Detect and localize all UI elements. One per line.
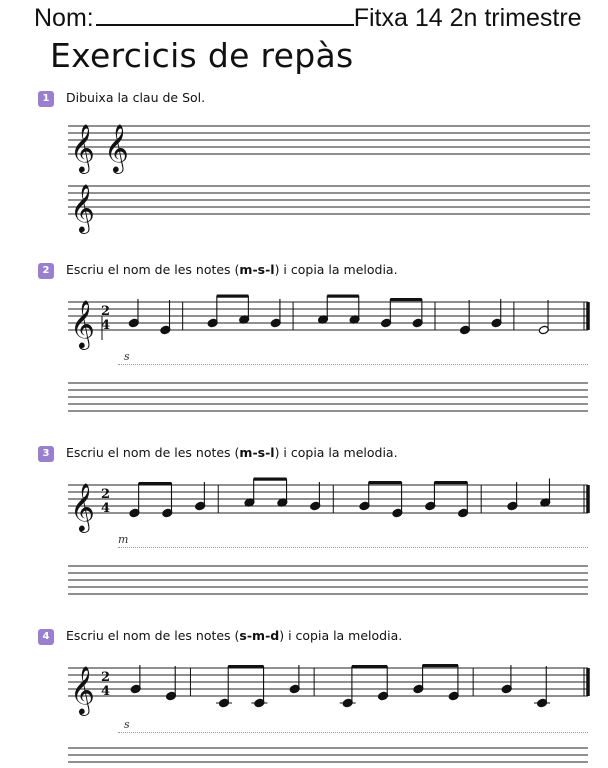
treble-clef: 𝄞 — [70, 482, 95, 531]
time-signature-bottom: 4 — [101, 684, 111, 699]
exercise-text-after: ) i copia la melodia. — [274, 445, 398, 460]
beam — [423, 664, 458, 667]
exercise-notes: m-s-l — [239, 445, 275, 460]
time-signature-top: 2 — [101, 487, 111, 502]
exercise-notes: s-m-d — [239, 628, 280, 643]
answer-hint-2: s — [124, 350, 130, 363]
answer-hint-4: s — [124, 718, 130, 731]
beam — [139, 482, 172, 485]
exercise-text: Escriu el nom de les notes ( — [66, 445, 240, 460]
exercise-number: 1 — [38, 91, 54, 107]
beam — [352, 665, 387, 668]
treble-clef: 𝄞 — [70, 665, 95, 714]
exercise-number: 3 — [38, 446, 54, 462]
treble-clef: 𝄞 — [70, 183, 95, 232]
treble-clef: 𝄞 — [70, 299, 95, 348]
exercise-notes: m-s-l — [239, 262, 275, 277]
beam — [390, 298, 422, 301]
treble-clef: 𝄞 — [70, 123, 95, 172]
treble-clef-drawn: 𝄞 — [104, 123, 129, 172]
page-title: Exercicis de repàs — [50, 36, 354, 75]
beam — [327, 295, 359, 298]
exercise-text: Escriu el nom de les notes ( — [66, 262, 240, 277]
name-label: Nom: — [34, 4, 94, 32]
exercise-number: 4 — [38, 629, 54, 645]
time-signature-bottom: 4 — [101, 318, 111, 333]
exercise-text: Dibuixa la clau de Sol. — [66, 90, 206, 105]
beam — [369, 481, 402, 484]
exercise-text-after: ) i copia la melodia. — [279, 628, 403, 643]
time-signature-top: 2 — [101, 670, 111, 685]
beam — [228, 665, 263, 668]
beam — [217, 295, 249, 298]
exercise-text: Escriu el nom de les notes ( — [66, 628, 240, 643]
exercise-text-after: ) i copia la melodia. — [274, 262, 398, 277]
sheet-label: Fitxa 14 2n trimestre — [353, 4, 582, 32]
beam — [254, 478, 287, 481]
beam — [434, 481, 467, 484]
time-signature-bottom: 4 — [101, 501, 111, 516]
time-signature-top: 2 — [101, 304, 111, 319]
answer-hint-3: m — [118, 533, 129, 546]
exercise-number: 2 — [38, 263, 54, 279]
